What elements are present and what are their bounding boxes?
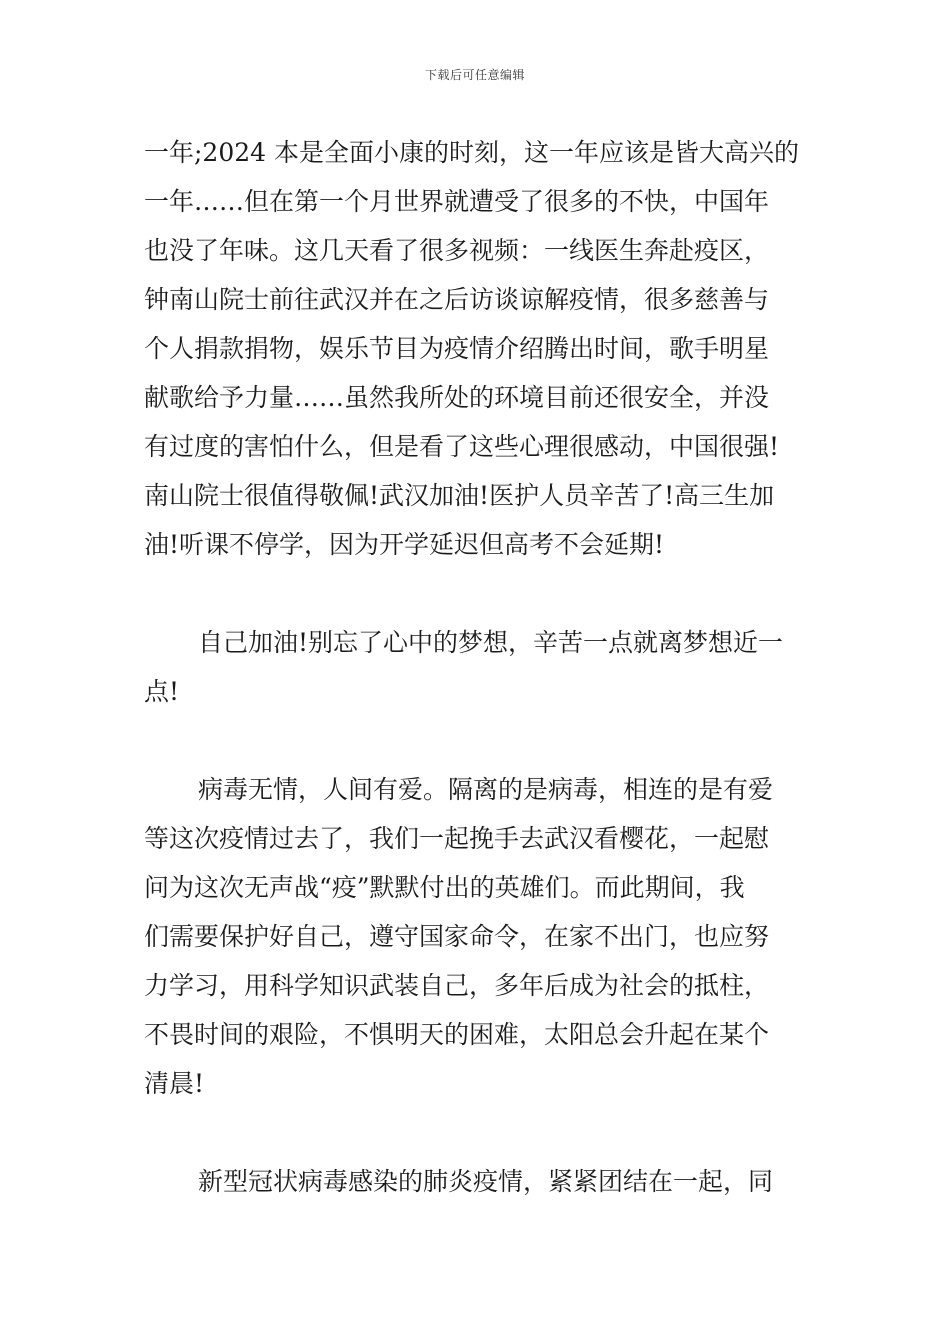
text-line: 有过度的害怕什么，但是看了这些心理很感动，中国很强! [144, 432, 780, 461]
page-header: 下载后可任意编辑 [424, 68, 525, 82]
text-line: 问为这次无声战“疫”默默付出的英雄们。而此期间，我 [144, 873, 745, 902]
paragraph-1 [144, 128, 808, 569]
text-line: 清晨! [144, 1069, 205, 1098]
text-line: 自己加油!别忘了心中的梦想，辛苦一点就离梦想近一 [198, 628, 784, 657]
text-line: 南山院士很值得敬佩!武汉加油!医护人员辛苦了!高三生加 [144, 481, 775, 510]
text-line: 力学习，用科学知识武装自己，多年后成为社会的抵柱， [144, 971, 770, 1000]
paragraph-gap [144, 1108, 808, 1157]
paragraph-4 [144, 1157, 808, 1206]
document-body [144, 128, 808, 1206]
text-line: 献歌给予力量……虽然我所处的环境目前还很安全，并没 [144, 383, 770, 412]
text-line: 个人捐款捐物，娱乐节目为疫情介绍腾出时间，歌手明星 [144, 334, 770, 363]
text-line: 点! [144, 677, 180, 706]
text-line: 油!听课不停学，因为开学延迟但高考不会延期! [144, 530, 665, 559]
paragraph-gap [144, 569, 808, 618]
text-line: 一年;2024 本是全面小康的时刻，这一年应该是皆大高兴的 [144, 138, 799, 167]
paragraph-3 [144, 765, 808, 1108]
text-line: 新型冠状病毒感染的肺炎疫情，紧紧团结在一起，同 [198, 1167, 774, 1196]
text-line: 不畏时间的艰险，不惧明天的困难，太阳总会升起在某个 [144, 1020, 770, 1049]
text-line: 们需要保护好自己，遵守国家命令，在家不出门，也应努 [144, 922, 770, 951]
text-line: 等这次疫情过去了，我们一起挽手去武汉看樱花，一起慰 [144, 824, 770, 853]
text-line: 一年……但在第一个月世界就遭受了很多的不快，中国年 [144, 187, 770, 216]
paragraph-gap [144, 716, 808, 765]
text-line: 也没了年味。这几天看了很多视频：一线医生奔赴疫区， [144, 236, 770, 265]
paragraph-2 [144, 618, 808, 716]
text-line: 钟南山院士前往武汉并在之后访谈谅解疫情，很多慈善与 [144, 285, 770, 314]
text-line: 病毒无情，人间有爱。隔离的是病毒，相连的是有爱 [198, 775, 774, 804]
